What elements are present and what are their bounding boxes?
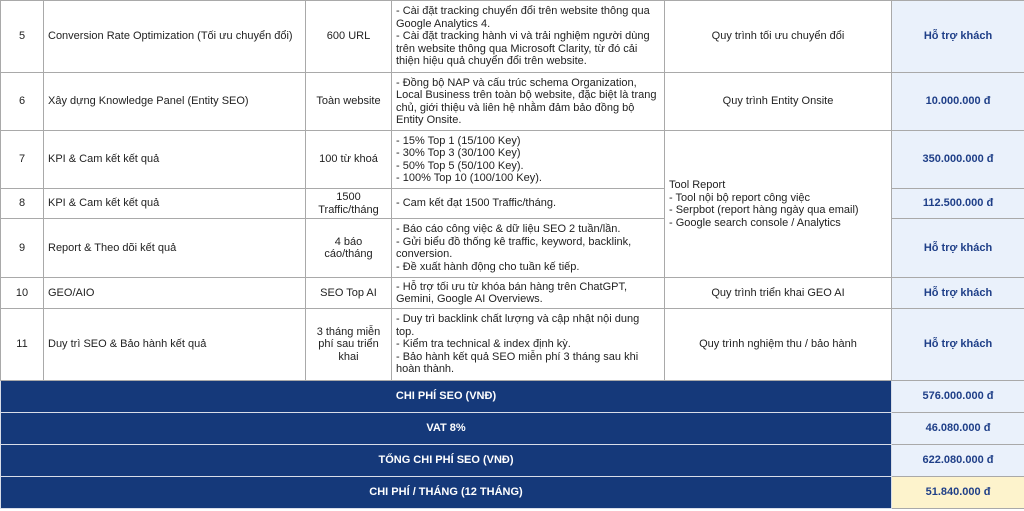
task-detail: - 15% Top 1 (15/100 Key) - 30% Top 3 (30/100 Key) - 50% Top 5 (50/100 Key). - 100% Top 10 (100/100 Key). (392, 131, 665, 189)
scope: 4 báo cáo/tháng (306, 219, 392, 278)
task-name: KPI & Cam kết kết quả (44, 189, 306, 219)
summary-label: TỔNG CHI PHÍ SEO (VNĐ) (1, 445, 892, 477)
row-number: 8 (1, 189, 44, 219)
summary-value: 622.080.000 đ (892, 445, 1024, 477)
table-row (1, 278, 1024, 309)
summary-row-vat (1, 413, 1024, 445)
price: 10.000.000 đ (892, 73, 1024, 131)
summary-value: 46.080.000 đ (892, 413, 1024, 445)
row-number: 6 (1, 73, 44, 131)
summary-value: 51.840.000 đ (892, 477, 1024, 509)
task-detail: - Duy trì backlink chất lượng và cập nhật nội dung top. - Kiểm tra technical & index định kỳ. - Bảo hành kết quả SEO miễn phí 3 tháng sau khi hoàn thành. (392, 309, 665, 381)
task-detail: - Cài đặt tracking chuyển đổi trên website thông qua Google Analytics 4. - Cài đặt tracking hành vi và trải nghiệm người dùng trên website thông qua Microsoft Clarity, từ đó cải thiện hiệu quả chuyển đổi trên website. (392, 1, 665, 73)
task-detail: - Hỗ trợ tối ưu từ khóa bán hàng trên ChatGPT, Gemini, Google AI Overviews. (392, 278, 665, 309)
process: Quy trình nghiệm thu / bảo hành (665, 309, 892, 381)
summary-row-total (1, 445, 1024, 477)
row-number: 11 (1, 309, 44, 381)
summary-value: 576.000.000 đ (892, 381, 1024, 413)
scope: 1500 Traffic/tháng (306, 189, 392, 219)
task-name: Conversion Rate Optimization (Tối ưu chuyển đổi) (44, 1, 306, 73)
price: 112.500.000 đ (892, 189, 1024, 219)
table-row (1, 1, 1024, 73)
task-name: KPI & Cam kết kết quả (44, 131, 306, 189)
task-name: Xây dựng Knowledge Panel (Entity SEO) (44, 73, 306, 131)
process: Quy trình tối ưu chuyển đổi (665, 1, 892, 73)
process: Quy trình triển khai GEO AI (665, 278, 892, 309)
task-detail: - Cam kết đạt 1500 Traffic/tháng. (392, 189, 665, 219)
tool-report: Tool Report - Tool nội bộ report công việc - Serpbot (report hàng ngày qua email) - Google search console / Analytics (665, 131, 892, 278)
price: Hỗ trợ khách (892, 1, 1024, 73)
scope: Toàn website (306, 73, 392, 131)
scope: 600 URL (306, 1, 392, 73)
summary-row-monthly (1, 477, 1024, 509)
task-name: Duy trì SEO & Bảo hành kết quả (44, 309, 306, 381)
process: Quy trình Entity Onsite (665, 73, 892, 131)
task-detail: - Đồng bộ NAP và cấu trúc schema Organization, Local Business trên toàn bộ website, đặc biệt là trang chủ, giới thiệu và liên hệ nhằm đảm bảo đồng bộ Entity Onsite. (392, 73, 665, 131)
price: Hỗ trợ khách (892, 278, 1024, 309)
summary-row-seo-cost (1, 381, 1024, 413)
task-name: Report & Theo dõi kết quả (44, 219, 306, 278)
table-row (1, 309, 1024, 381)
summary-label: VAT 8% (1, 413, 892, 445)
price: Hỗ trợ khách (892, 219, 1024, 278)
scope: 100 từ khoá (306, 131, 392, 189)
summary-label: CHI PHÍ SEO (VNĐ) (1, 381, 892, 413)
scope: 3 tháng miễn phí sau triển khai (306, 309, 392, 381)
task-detail: - Báo cáo công việc & dữ liệu SEO 2 tuần/lần. - Gửi biểu đồ thống kê traffic, keyword, backlink, conversion. - Đề xuất hành động cho tuần kế tiếp. (392, 219, 665, 278)
row-number: 10 (1, 278, 44, 309)
scope: SEO Top AI (306, 278, 392, 309)
table-row (1, 131, 1024, 189)
table-row (1, 73, 1024, 131)
task-name: GEO/AIO (44, 278, 306, 309)
row-number: 7 (1, 131, 44, 189)
summary-label: CHI PHÍ / THÁNG (12 THÁNG) (1, 477, 892, 509)
price: 350.000.000 đ (892, 131, 1024, 189)
row-number: 9 (1, 219, 44, 278)
price: Hỗ trợ khách (892, 309, 1024, 381)
row-number: 5 (1, 1, 44, 73)
